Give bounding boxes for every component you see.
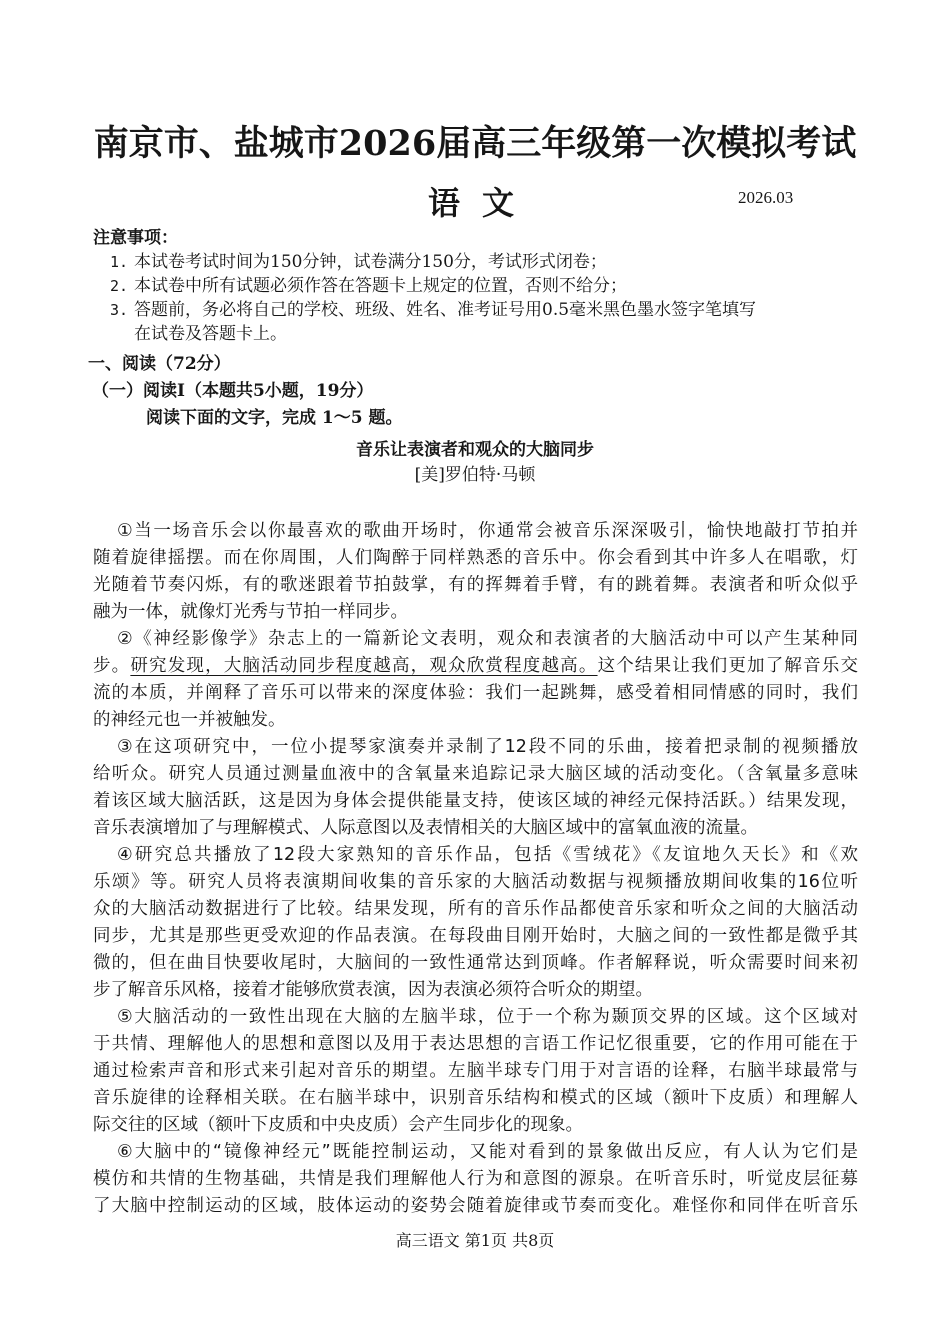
instructions-list [93, 250, 863, 346]
instruction-number [93, 322, 134, 346]
text-segment: 步。 [93, 656, 131, 676]
article-body [93, 518, 858, 1220]
instruction-item [93, 322, 863, 346]
instructions-heading: 注意事项： [93, 228, 178, 248]
text-line: ①当一场音乐会以你最喜欢的歌曲开场时，你通常会被音乐深深吸引，愉快地敲打节拍并 [117, 521, 858, 541]
article-title: 音乐让表演者和观众的大脑同步 [356, 440, 594, 460]
paragraph [93, 626, 858, 734]
text-line: 步了解音乐风格，接着才能够欣赏表演，因为表演必须符合听众的期望。 [93, 980, 653, 1000]
exam-title: 南京市、盐城市2026届高三年级第一次模拟考试 [93, 123, 857, 164]
article-author: [美]罗伯特·马顿 [414, 465, 536, 485]
text-line: 给听众。研究人员通过测量血液中的含氧量来追踪记录大脑区域的活动变化。（含氧量多意味 [93, 764, 858, 784]
instruction-item [93, 250, 863, 274]
instruction-text: 答题前，务必将自己的学校、班级、姓名、准考证号用0.5毫米黑色墨水签字笔填写 [134, 300, 757, 320]
text-line: ②《神经影像学》杂志上的一篇新论文表明，观众和表演者的大脑活动中可以产生某种同 [117, 629, 858, 649]
text-line: 于共情、理解他人的思想和意图以及用于表达思想的言语工作记忆很重要，它的作用可能在于 [93, 1034, 858, 1054]
text-line: 随着旋律摇摆。而在你周围，人们陶醉于同样熟悉的音乐中。你会看到其中许多人在唱歌，灯 [93, 548, 858, 568]
text-line: 着该区域大脑活跃，这是因为身体会提供能量支持，使该区域的神经元保持活跃。）结果发现， [93, 791, 858, 811]
text-line: ⑤大脑活动的一致性出现在大脑的左脑半球，位于一个称为颞顶交界的区域。这个区域对 [117, 1007, 858, 1027]
paragraph [93, 842, 858, 1004]
text-line: 模仿和共情的生物基础，共情是我们理解他人行为和意图的源泉。在听音乐时，听觉皮层征募 [93, 1169, 858, 1189]
reading-instruction: 阅读下面的文字，完成 1～5 题。 [146, 408, 403, 428]
text-line: ④研究总共播放了12段大家熟知的音乐作品，包括《雪绒花》《友谊地久天长》和《欢 [117, 845, 858, 865]
page-footer: 高三语文 第1页 共8页 [395, 1231, 555, 1250]
subject-title: 语文 [428, 184, 537, 222]
instruction-number: 1. [109, 253, 128, 271]
paragraph [93, 734, 858, 842]
exam-date: 2026.03 [738, 188, 794, 207]
text-line: 音乐旋律的诠释相关联。在右脑半球中，识别音乐结构和模式的区域（额叶下皮质）和理解人 [93, 1088, 858, 1108]
text-line: 众的大脑活动数据进行了比较。结果发现，所有的音乐作品都使音乐家和听众之间的大脑活动 [93, 899, 858, 919]
instruction-item [93, 298, 863, 322]
text-line: 流的本质，并阐释了音乐可以带来的深度体验：我们一起跳舞，感受着相同情感的同时，我们 [93, 683, 858, 703]
text-line: 微的，但在曲目快要收尾时，大脑间的一致性通常达到顶峰。作者解释说，听众需要时间来初 [93, 953, 858, 973]
instruction-number: 3. [109, 301, 128, 319]
text-line: 音乐表演增加了与理解模式、人际意图以及表情相关的大脑区域中的富氧血液的流量。 [93, 818, 758, 838]
instruction-text: 本试卷考试时间为150分钟，试卷满分150分，考试形式闭卷； [134, 252, 607, 272]
text-line: 光随着节奏闪烁，有的歌迷跟着节拍鼓掌，有的挥舞着手臂，有的跳着舞。表演者和听众似乎 [93, 575, 858, 595]
text-line: 同步，尤其是那些更受欢迎的作品表演。在每段曲目刚开始时，大脑之间的一致性都是微乎其 [93, 926, 858, 946]
paragraph [93, 518, 858, 626]
text-segment: 这个结果让我们更加了解音乐交 [597, 656, 858, 676]
text-line: 融为一体，就像灯光秀与节拍一样同步。 [93, 602, 408, 622]
instruction-text: 在试卷及答题卡上。 [134, 324, 287, 344]
text-line: 了大脑中控制运动的区域，肢体运动的姿势会随着旋律或节奏而变化。难怪你和同伴在听音乐 [93, 1196, 858, 1216]
instructions [93, 226, 863, 346]
instruction-text: 本试卷中所有试题必须作答在答题卡上规定的位置，否则不给分； [134, 276, 627, 296]
paragraph [93, 1004, 858, 1139]
instruction-item [93, 274, 863, 298]
text-line [93, 653, 858, 680]
text-line: ⑥大脑中的“镜像神经元”既能控制运动，又能对看到的景象做出反应，有人认为它们是 [117, 1142, 858, 1162]
instruction-number: 2. [109, 277, 128, 295]
paragraph [93, 1139, 858, 1220]
text-line: ③在这项研究中，一位小提琴家演奏并录制了12段不同的乐曲，接着把录制的视频播放 [117, 737, 858, 757]
section-heading: 一、阅读（72分） [88, 354, 231, 374]
text-line: 的神经元也一并被触发。 [93, 710, 286, 730]
text-line: 际交往的区域（额叶下皮质和中央皮质）会产生同步化的现象。 [93, 1115, 583, 1135]
underlined-sentence: 研究发现，大脑活动同步程度越高，观众欣赏程度越高。 [130, 656, 598, 676]
text-line: 乐颂》等。研究人员将表演期间收集的音乐家的大脑活动数据与视频播放期间收集的16位听 [93, 872, 858, 892]
text-line: 通过检索声音和形式来引起对音乐的期望。左脑半球专门用于对言语的诠释，右脑半球最常与 [93, 1061, 858, 1081]
subsection-heading: （一）阅读Ⅰ（本题共5小题，19分） [92, 381, 374, 401]
